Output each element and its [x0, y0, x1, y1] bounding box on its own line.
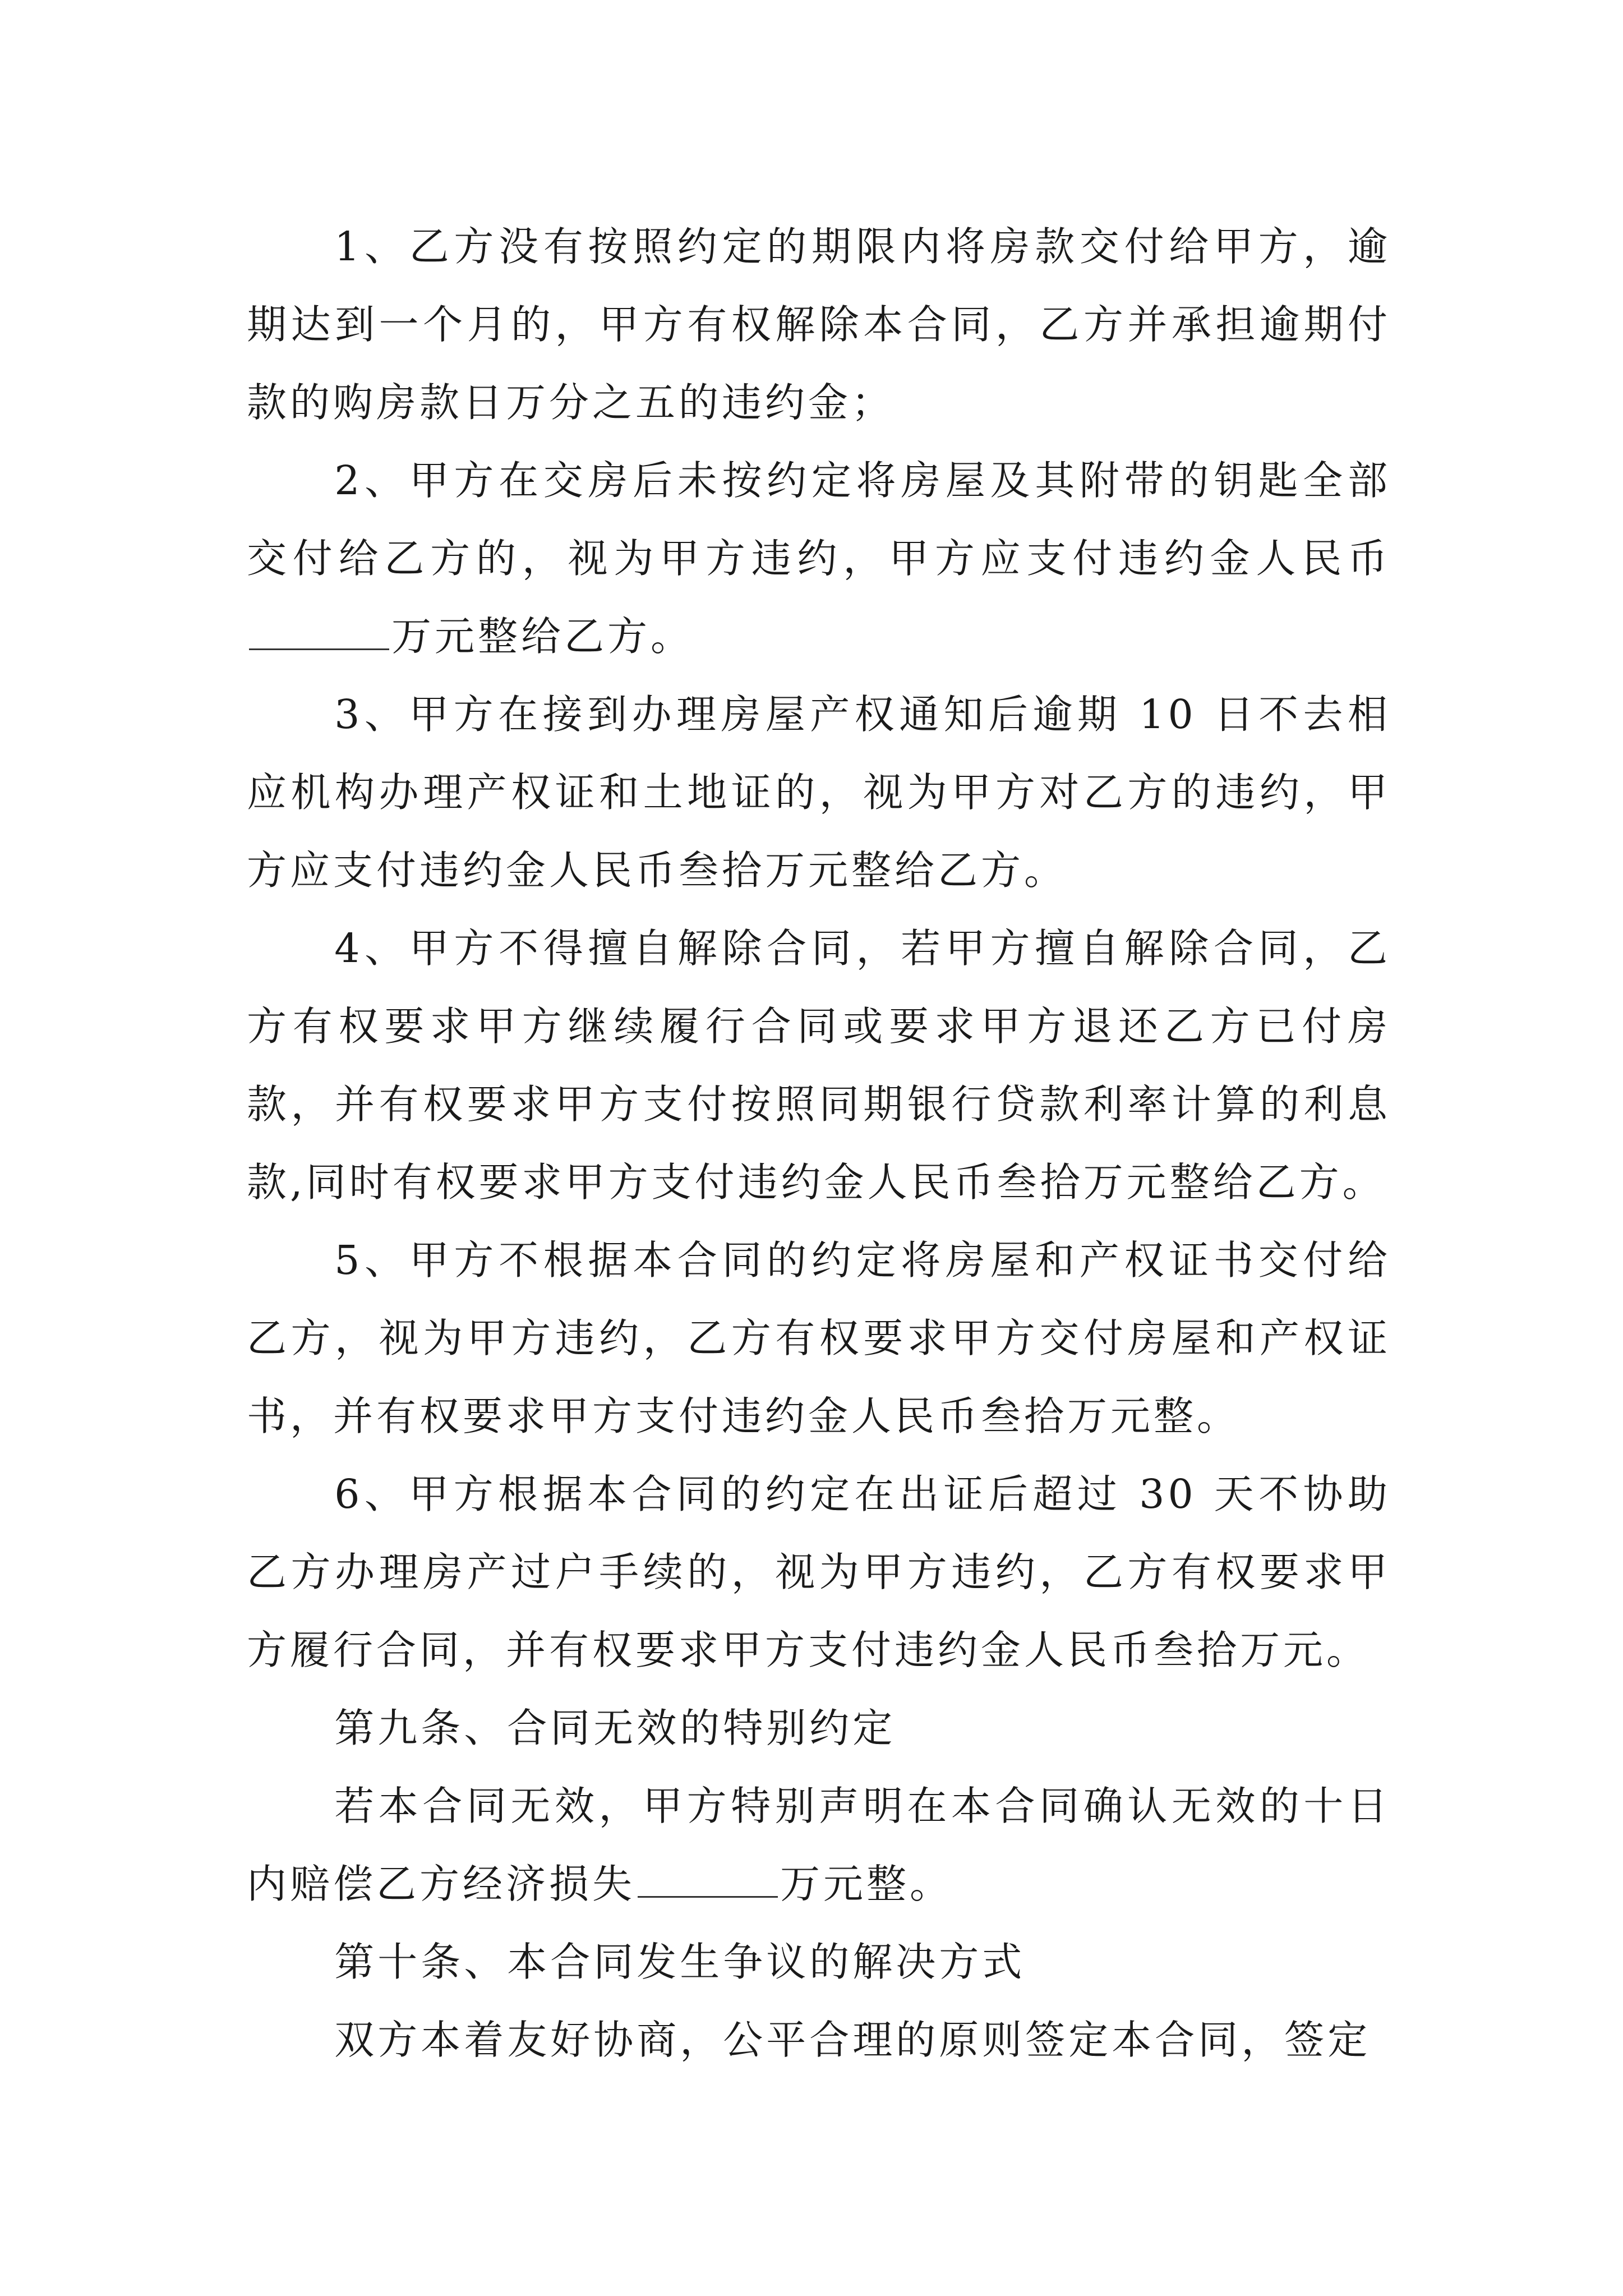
clause-3-text: 3、甲方在接到办理房屋产权通知后逾期 10 日不去相应机构办理产权证和土地证的，视为甲方对乙方的违约，甲方应支付违约金人民币叁拾万元整给乙方。: [247, 691, 1391, 894]
clause-4-text: 4、甲方不得擅自解除合同，若甲方擅自解除合同，乙方有权要求甲方继续履行合同或要求甲方退还乙方已付房款，并有权要求甲方支付按照同期银行贷款利率计算的利息款,同时有权要求甲方支付违约金人民币叁拾万元整给乙方。: [247, 925, 1391, 1205]
clause-1: [247, 208, 1391, 441]
clause-5-text: 5、甲方不根据本合同的约定将房屋和产权证书交付给乙方，视为甲方违约，乙方有权要求甲方交付房屋和产权证书，并有权要求甲方支付违约金人民币叁拾万元整。: [247, 1237, 1391, 1439]
amount-blank: [249, 617, 389, 650]
clause-6-text: 6、甲方根据本合同的约定在出证后超过 30 天不协助乙方办理房产过户手续的，视为甲方违约，乙方有权要求甲方履行合同，并有权要求甲方支付违约金人民币叁拾万元。: [247, 1471, 1391, 1673]
article-9-text-end: 万元整。: [780, 1861, 953, 1907]
article-9-title: 第九条、合同无效的特别约定: [334, 1705, 896, 1751]
clause-6: [247, 1455, 1391, 1689]
clause-1-text: 1、乙方没有按照约定的期限内将房款交付给甲方，逾期达到一个月的，甲方有权解除本合同，乙方并承担逾期付款的购房款日万分之五的违约金；: [247, 223, 1391, 426]
clause-5: [247, 1221, 1391, 1455]
article-9-heading: [247, 1689, 1391, 1767]
clause-3: [247, 675, 1391, 909]
article-10-body: [247, 2001, 1391, 2079]
article-9-body: [247, 1767, 1391, 1923]
article-10-heading: [247, 1923, 1391, 2001]
article-9-text: 若本合同无效，甲方特别声明在本合同确认无效的十日内赔偿乙方经济损失: [247, 1783, 1391, 1907]
clause-2-text: 2、甲方在交房后未按约定将房屋及其附带的钥匙全部交付给乙方的，视为甲方违约，甲方应支付违约金人民币: [247, 457, 1391, 582]
clause-2: [247, 441, 1391, 675]
article-10-text: 双方本着友好协商，公平合理的原则签定本合同，签定: [334, 2017, 1371, 2063]
amount-blank: [638, 1865, 778, 1898]
clause-2-text-end: 万元整给乙方。: [391, 613, 694, 660]
clause-4: [247, 909, 1391, 1221]
document-body: [247, 208, 1391, 2079]
article-10-title: 第十条、本合同发生争议的解决方式: [334, 1939, 1026, 1985]
